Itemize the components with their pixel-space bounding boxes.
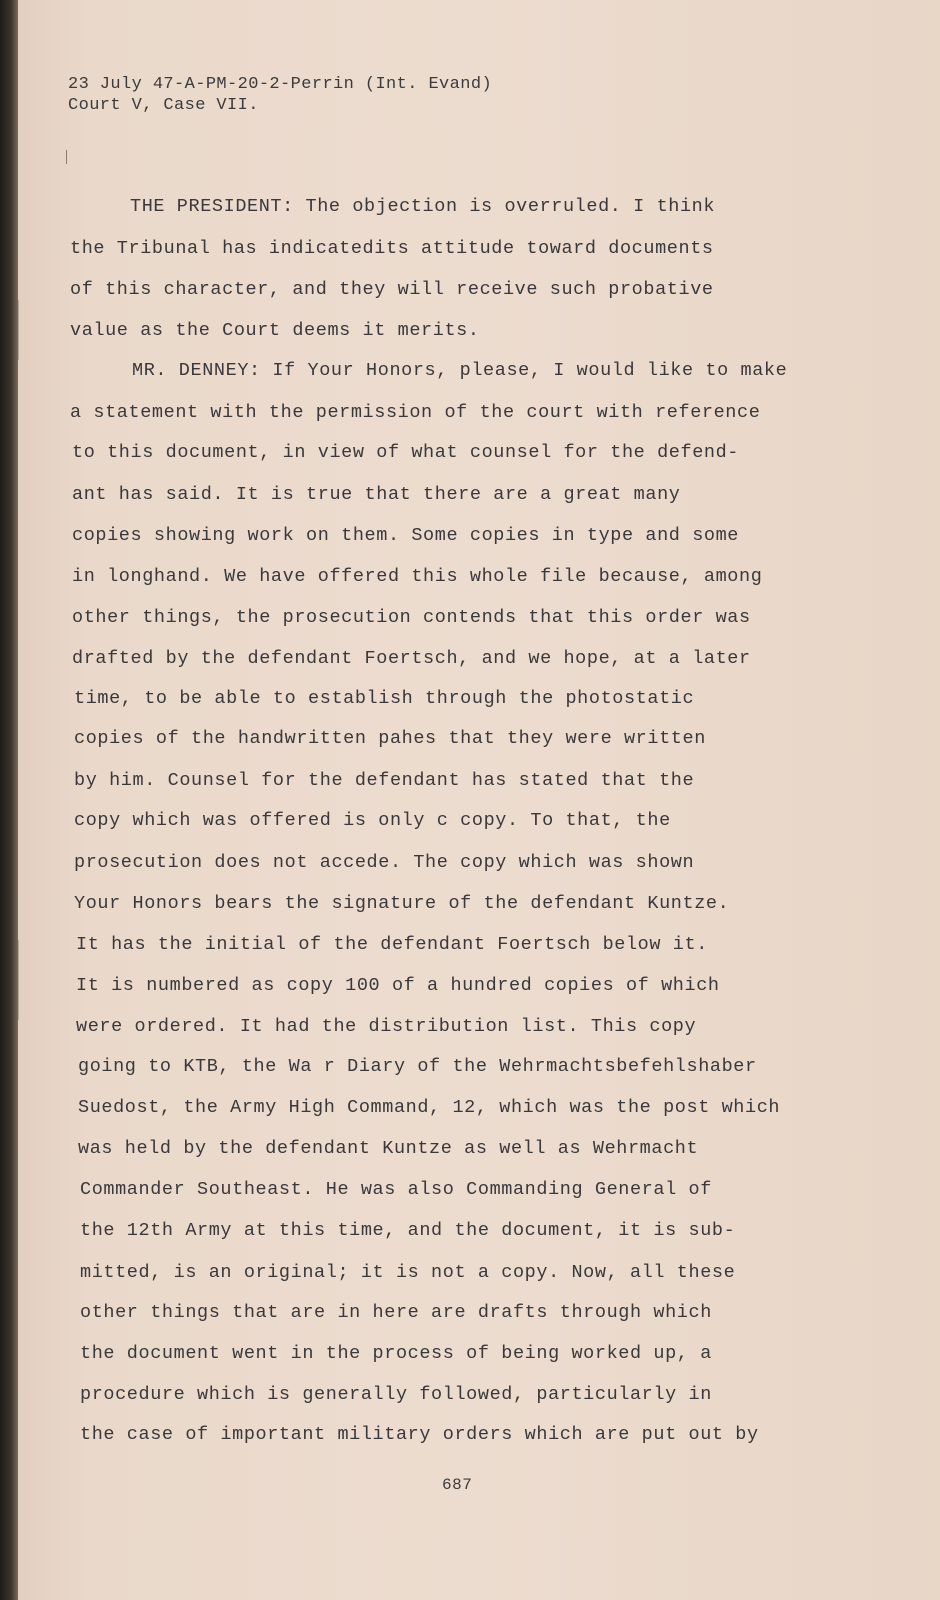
body-line: was held by the defendant Kuntze as well as Wehrmacht (78, 1138, 699, 1159)
body-line: THE PRESIDENT: The objection is overruled. I think (130, 196, 716, 217)
body-line: drafted by the defendant Foertsch, and we hope, at a later (72, 648, 751, 669)
paper-mark (18, 300, 19, 360)
body-line: Commander Southeast. He was also Commanding General of (80, 1179, 712, 1200)
body-line: value as the Court deems it merits. (70, 320, 480, 341)
body-line: It has the initial of the defendant Foertsch below it. (76, 934, 708, 955)
body-line: the Tribunal has indicatedits attitude toward documents (70, 238, 714, 259)
body-line: copies showing work on them. Some copies in type and some (72, 525, 740, 546)
body-line: the document went in the process of being worked up, a (80, 1343, 712, 1364)
body-line: procedure which is generally followed, particularly in (80, 1384, 712, 1405)
body-line: were ordered. It had the distribution list. This copy (76, 1016, 697, 1037)
page-binding-edge (0, 0, 18, 1600)
header-court-line: Court V, Case VII. (68, 96, 259, 115)
body-line: the 12th Army at this time, and the document, it is sub- (80, 1220, 736, 1241)
body-line: mitted, is an original; it is not a copy. Now, all these (80, 1262, 736, 1283)
body-line: other things that are in here are drafts through which (80, 1302, 712, 1323)
body-line: ant has said. It is true that there are a great many (72, 484, 681, 505)
body-line: to this document, in view of what counsel for the defend- (72, 442, 740, 463)
body-line: time, to be able to establish through the photostatic (74, 688, 695, 709)
body-line: copy which was offered is only c copy. To that, the (74, 810, 671, 831)
body-line: in longhand. We have offered this whole file because, among (72, 566, 763, 587)
body-line: prosecution does not accede. The copy which was shown (74, 852, 695, 873)
paper-mark (18, 940, 19, 1020)
body-line: Suedost, the Army High Command, 12, which was the post which (78, 1097, 781, 1118)
body-line: a statement with the permission of the court with reference (70, 402, 761, 423)
header-session-line: 23 July 47-A-PM-20-2-Perrin (Int. Evand) (68, 75, 493, 94)
body-line: of this character, and they will receive such probative (70, 279, 714, 300)
page-number: 687 (442, 1476, 473, 1494)
body-line: It is numbered as copy 100 of a hundred copies of which (76, 975, 720, 996)
document-page (18, 0, 940, 1600)
body-line: other things, the prosecution contends that this order was (72, 607, 751, 628)
document-header (68, 74, 492, 116)
body-line: copies of the handwritten pahes that they were written (74, 728, 706, 749)
body-line: MR. DENNEY: If Your Honors, please, I would like to make (132, 360, 788, 381)
body-line: by him. Counsel for the defendant has stated that the (74, 770, 695, 791)
body-line: Your Honors bears the signature of the defendant Kuntze. (74, 893, 730, 914)
body-line: going to KTB, the Wa r Diary of the Wehrmachtsbefehlshaber (78, 1056, 757, 1077)
paper-mark (66, 150, 67, 164)
body-line: the case of important military orders which are put out by (80, 1424, 759, 1445)
